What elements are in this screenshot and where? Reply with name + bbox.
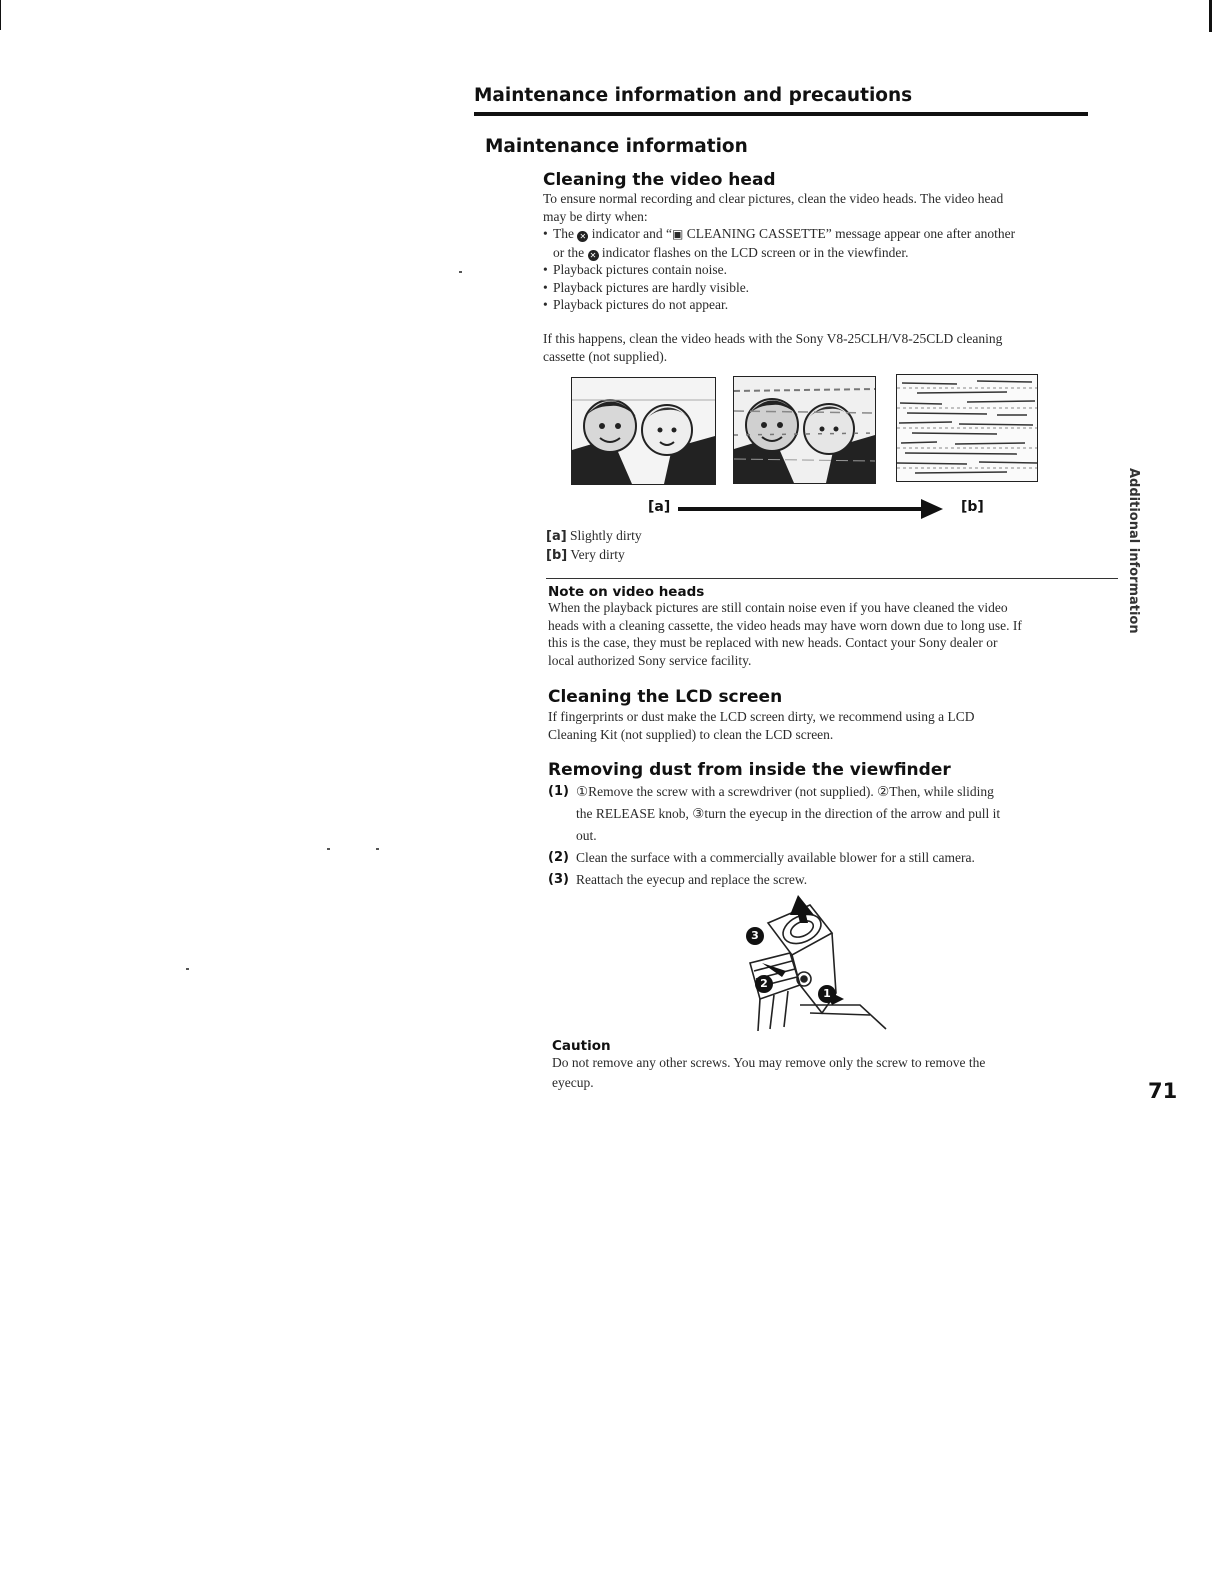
side-tab-label: Additional information — [1126, 468, 1141, 634]
progression-arrow — [678, 507, 924, 511]
x-circle-icon: ✕ — [588, 250, 599, 261]
note-title: Note on video heads — [548, 584, 705, 600]
scan-speck — [376, 848, 379, 850]
step-item: (3) Reattach the eyecup and replace the screw. — [548, 872, 808, 887]
intro-line: To ensure normal recording and clear pictures, clean the video heads. The video head — [543, 191, 1004, 206]
symptom-item: • Playback pictures contain noise. — [543, 261, 1123, 279]
symptom-item: • The ✕ indicator and “▣ CLEANING CASSETTE” message appear one after another or the ✕ indicator flashes on the LCD screen or in the viewfinder. — [543, 225, 1123, 261]
page-number: 71 — [1148, 1079, 1178, 1103]
scan-edge-left — [0, 0, 1, 30]
side-tab — [1125, 468, 1145, 634]
symptom-item: • Playback pictures are hardly visible. — [543, 279, 1123, 297]
scan-speck — [186, 968, 189, 970]
x-circle-icon: ✕ — [577, 231, 588, 242]
lcd-text: If fingerprints or dust make the LCD screen dirty, we recommend using a LCD Cleaning Kit (not supplied) to clean the LCD screen. — [548, 709, 975, 742]
callout-2: 2 — [755, 975, 773, 993]
figure-label-a: [a] — [648, 499, 671, 515]
figure-dirtier — [733, 376, 876, 484]
scan-speck — [327, 848, 330, 850]
section-rule — [474, 112, 1088, 116]
figure-legend — [546, 527, 642, 564]
arrow-right-icon — [921, 499, 943, 519]
cleaning-cassette-text: If this happens, clean the video heads with the Sony V8-25CLH/V8-25CLD cleaning cassette (not supplied). — [543, 331, 1003, 364]
callout-3: 3 — [746, 927, 764, 945]
note-text: When the playback pictures are still contain noise even if you have cleaned the video heads with a cleaning cassette, the video heads may have worn down due to long use. If this is the case, they must be replaced with new heads. Contact your Sony dealer or local authorized Sony service facility. — [548, 600, 1022, 668]
legend-item: [b] Very dirty — [546, 546, 625, 563]
subsection-title: Maintenance information — [485, 136, 748, 157]
cassette-icon: ▣ — [671, 227, 684, 241]
heading-cleaning-video-head: Cleaning the video head — [543, 170, 776, 190]
figure-label-b: [b] — [961, 499, 984, 515]
callout-1: 1 — [818, 985, 836, 1003]
intro-line: may be dirty when: — [543, 208, 648, 224]
caution-title: Caution — [552, 1038, 611, 1054]
symptom-list — [543, 225, 1123, 314]
heading-viewfinder: Removing dust from inside the viewfinder — [548, 760, 951, 780]
heading-cleaning-lcd: Cleaning the LCD screen — [548, 687, 783, 707]
symptom-item: • Playback pictures do not appear. — [543, 296, 1123, 314]
viewfinder-illustration — [740, 893, 890, 1033]
figure-very-dirty — [896, 374, 1038, 482]
cleaning-head-text — [543, 190, 1123, 314]
scan-edge-right — [1209, 0, 1212, 32]
viewfinder-steps — [548, 781, 1128, 891]
scan-speck — [459, 271, 462, 273]
caution-text: Do not remove any other screws. You may remove only the screw to remove the eyecup. — [552, 1055, 986, 1090]
note-rule — [546, 578, 1118, 579]
section-title: Maintenance information and precautions — [474, 85, 913, 106]
step-item: (2) Clean the surface with a commercially available blower for a still camera. — [548, 850, 975, 865]
step-item: (1) ①Remove the screw with a screwdriver (not supplied). ②Then, while sliding the RELEASE knob, ③turn the eyecup in the direction of the arrow and pull it out. — [548, 784, 1001, 843]
legend-item: [a] Slightly dirty — [546, 528, 642, 544]
figure-slightly-dirty — [571, 377, 716, 485]
